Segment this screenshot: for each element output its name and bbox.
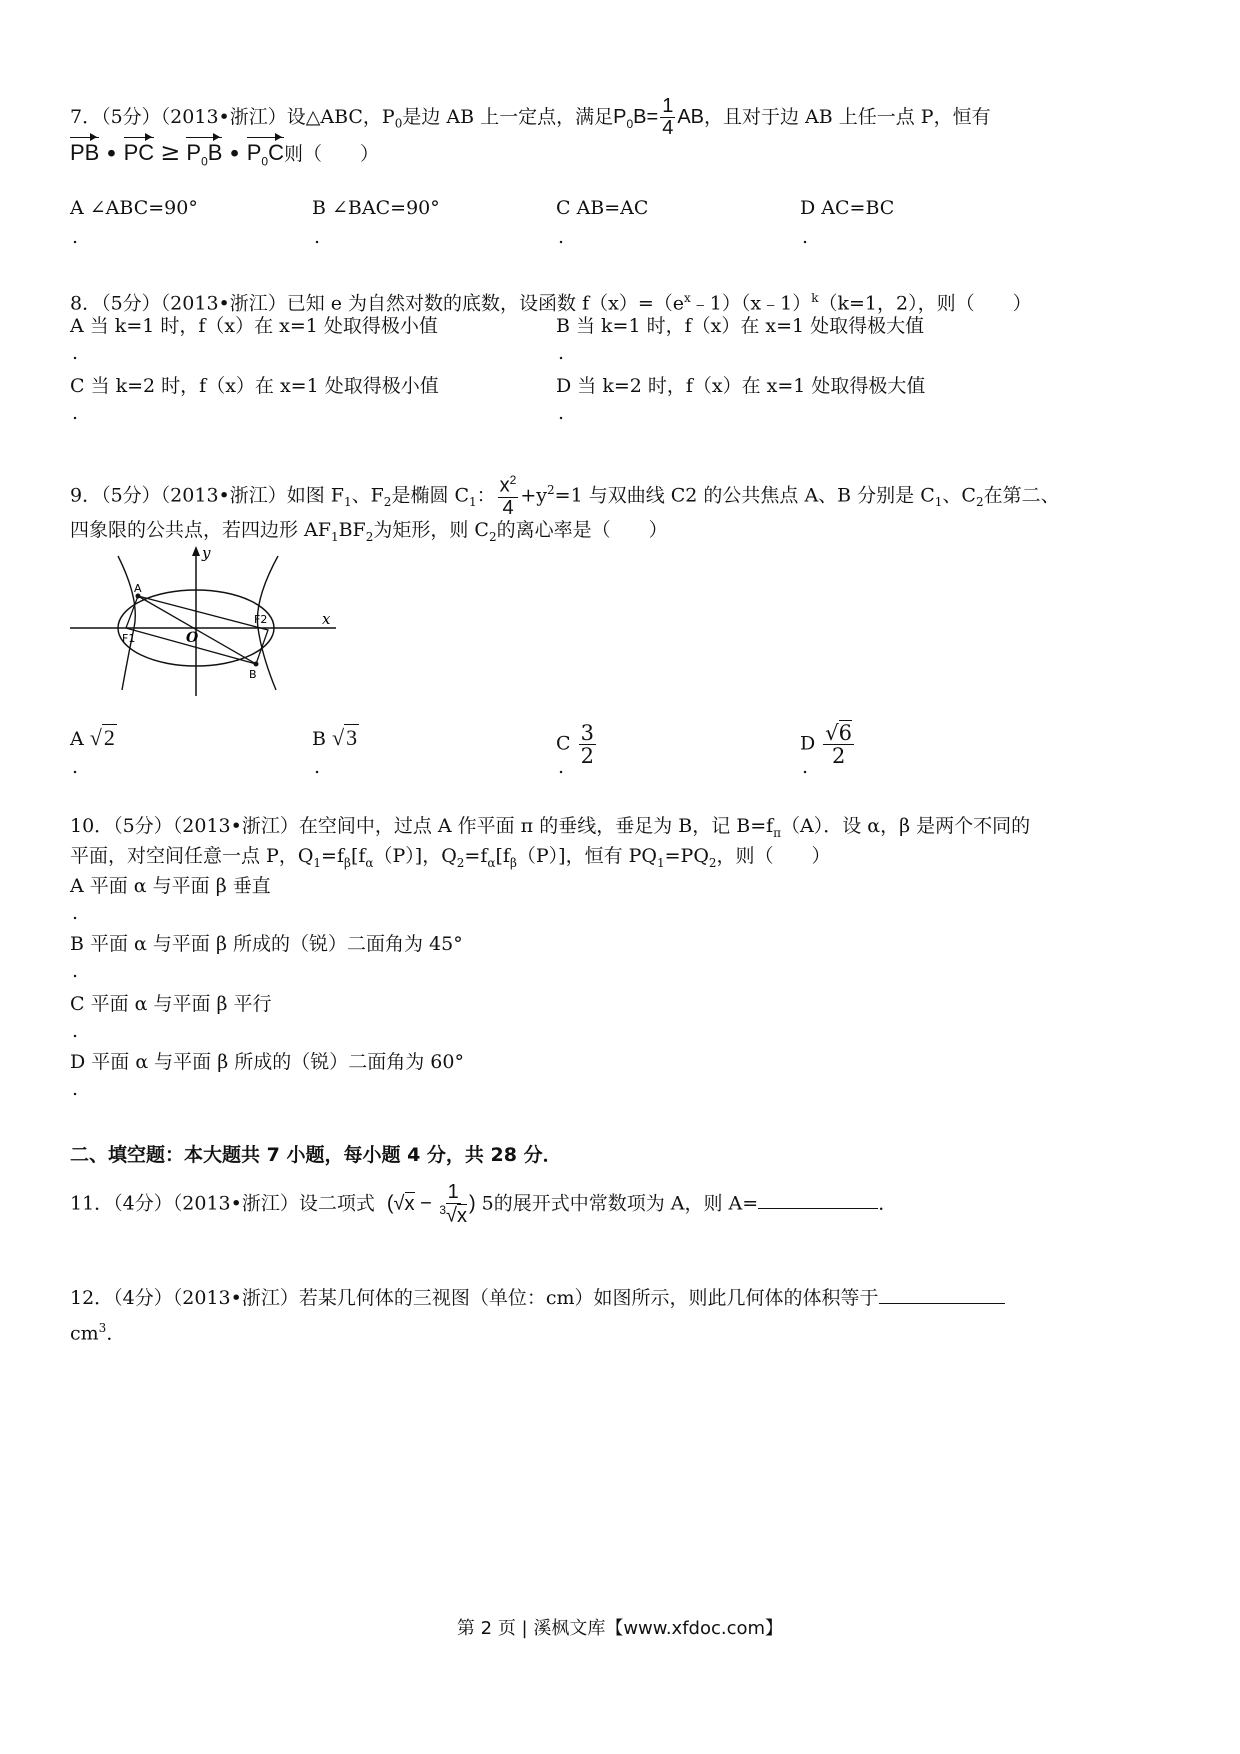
q9-option-c: C $\frac{3}{2}$ [556,721,594,769]
q10-option-b: B 平面 α 与平面 β 所成的（锐）二面角为 45° [70,933,463,955]
q7-condition-formula: $P_0B=$ $\frac{1}{4}$ AB [613,95,704,139]
q9-fig-label-b: B [249,668,257,681]
page-footer: 第 2 页 | 溪枫文库【www.xfdoc.com】 [456,1618,784,1639]
q8-stem: 8．（5分）（2013•浙江）已知 e 为自然对数的底数，设函数 $f(x)=(e^x﹣1)(x﹣1)^k(k=1$，2），则（ ） [70,291,1032,315]
q9-line2-c: 的离心率是（ ） [496,519,668,541]
q10-stem-line2: 平面，对空间任意一点 P，$Q_1=f_\beta[f_\alpha(P)]$，$Q_2=f_\alpha[f_\beta(P)]$，恒有 $PQ_1=PQ_2$，则（ ） [70,845,831,870]
q9-ellipse-hyperbola-figure [66,540,356,700]
q10-line2-b: （P）]，Q [373,845,457,867]
q10-line1-a: 10．（5分）（2013•浙江）在空间中，过点 A 作平面 π 的垂线，垂足为 B，记 B=f [70,815,774,837]
q12-stem [70,1284,1005,1312]
q8-option-c: C 当 k=2 时，f（x）在 x=1 处取得极小值 [70,375,439,397]
q9-stem-line2: 四象限的公共点，若四边形 $AF_1BF_2$为矩形，则 $C_2$的离心率是（ ） [70,519,668,544]
q7-option-a: A ∠ABC=90° [70,197,198,219]
q9-fig-label-o: O [186,630,199,646]
q9-stem-a: 9．（5分）（2013•浙江）如图 F [70,484,344,507]
q9-fig-label-x: x [322,610,331,628]
q7-stem: 7．（5分）（2013•浙江）设△ABC，$P_0$是边 AB 上一定点，满足$P_0B=$ $\frac{1}{4}$ AB，且对于边 AB 上任一点 P，恒有 [70,95,991,139]
q8-stem-c: （k=1，2），则（ ） [818,292,1032,315]
q9-fig-label-a: A [134,582,142,595]
q7-stem-a: 7．（5分）（2013•浙江）设△ABC，P [70,105,395,128]
q8-stem-b: ﹣1）（x﹣1） [690,292,812,315]
q12-unit [70,1314,125,1347]
q12-answer-blank[interactable] [879,1303,1005,1304]
q7-stem-b: 是边 AB 上一定点，满足 [402,105,614,128]
q9-fig-label-y: y [202,544,211,562]
q11-binomial-formula: (√x − $\frac{1}{^3√x}$ ) [386,1181,476,1227]
q9-stem-d: 在第二、 [983,484,1060,507]
q10-line2-a: 平面，对空间任意一点 P，Q [70,845,314,867]
q10-option-d: D 平面 α 与平面 β 所成的（锐）二面角为 60° [70,1051,464,1073]
q10-option-c: C 平面 α 与平面 β 平行 [70,993,272,1015]
q10-line1-b: （A）．设 α，β 是两个不同的 [781,815,1031,837]
q9-fig-label-f1: F1 [122,632,136,645]
q8-option-d: D 当 k=2 时，f（x）在 x=1 处取得极大值 [556,375,926,397]
q10-line2-c: （P）]，恒有 PQ [516,845,657,867]
q9-stem-b: 是椭圆 C [391,484,470,507]
q7-option-b: B ∠BAC=90° [312,197,440,219]
q9-fig-label-f2: F2 [254,613,268,626]
q8-stem-a: 8．（5分）（2013•浙江）已知 e 为自然对数的底数，设函数 f（x）=（e [70,292,685,315]
q12-unit-sup: 3 [98,1321,107,1335]
q11-stem-b: 5的展开式中常数项为 A，则 A= [481,1192,759,1215]
q9-option-d: D $\frac{√6}{2}$ [800,721,853,769]
q7-inequality: PB • PC ≥ $P_0B$ • $P_0C$则（ ） [70,138,379,169]
q7-rel: 则（ ） [283,143,379,165]
q9-stem: 9．（5分）（2013•浙江）如图 $F_1$、$F_2$是椭圆 $C_1$： $\frac{x^2}{4}$ $+y^2=1$ 与双曲线 C2 的公共焦点 A、B 分别是 $C_1$、$C_2$在第二、 [70,473,1060,519]
q7-stem-c: ，且对于边 AB 上任一点 P，恒有 [704,105,991,128]
section-heading-fill-in: 二、填空题：本大题共 7 小题，每小题 4 分，共 28 分． [70,1144,562,1166]
q10-stem-line1: 10．（5分）（2013•浙江）在空间中，过点 A 作平面 π 的垂线，垂足为 B，记 $B=f_\pi(A)$．设 α，β 是两个不同的 [70,815,1031,840]
q11-stem-a: 11．（4分）（2013•浙江）设二项式 [70,1192,375,1215]
q12-end: ． [106,1322,126,1345]
q9-line2-b: 为矩形，则 C [373,519,489,541]
q11-answer-blank[interactable] [758,1208,878,1209]
q8-option-a: A 当 k=1 时，f（x）在 x=1 处取得极小值 [70,315,438,337]
q10-line2-d: ，则（ ） [716,845,831,867]
q12-unit-cm: cm [70,1322,99,1345]
q11-stem-c: ． [878,1192,898,1215]
q12-stem-a: 12．（4分）（2013•浙江）若某几何体的三视图（单位：cm）如图所示，则此几何体的体积等于 [70,1287,879,1309]
q7-option-d: D AC=BC [800,197,895,219]
q9-option-a: A √2 [70,725,115,750]
q9-option-b: B √3 [312,725,358,750]
q11-stem [70,1182,897,1227]
q9-stem-c: =1 与双曲线 C2 的公共焦点 A、B 分别是 C [554,484,935,507]
q9-line2-a: 四象限的公共点，若四边形 AF [70,519,331,541]
q7-option-c: C AB=AC [556,197,649,219]
q10-option-a: A 平面 α 与平面 β 垂直 [70,875,271,897]
q8-option-b: B 当 k=1 时，f（x）在 x=1 处取得极大值 [556,315,925,337]
